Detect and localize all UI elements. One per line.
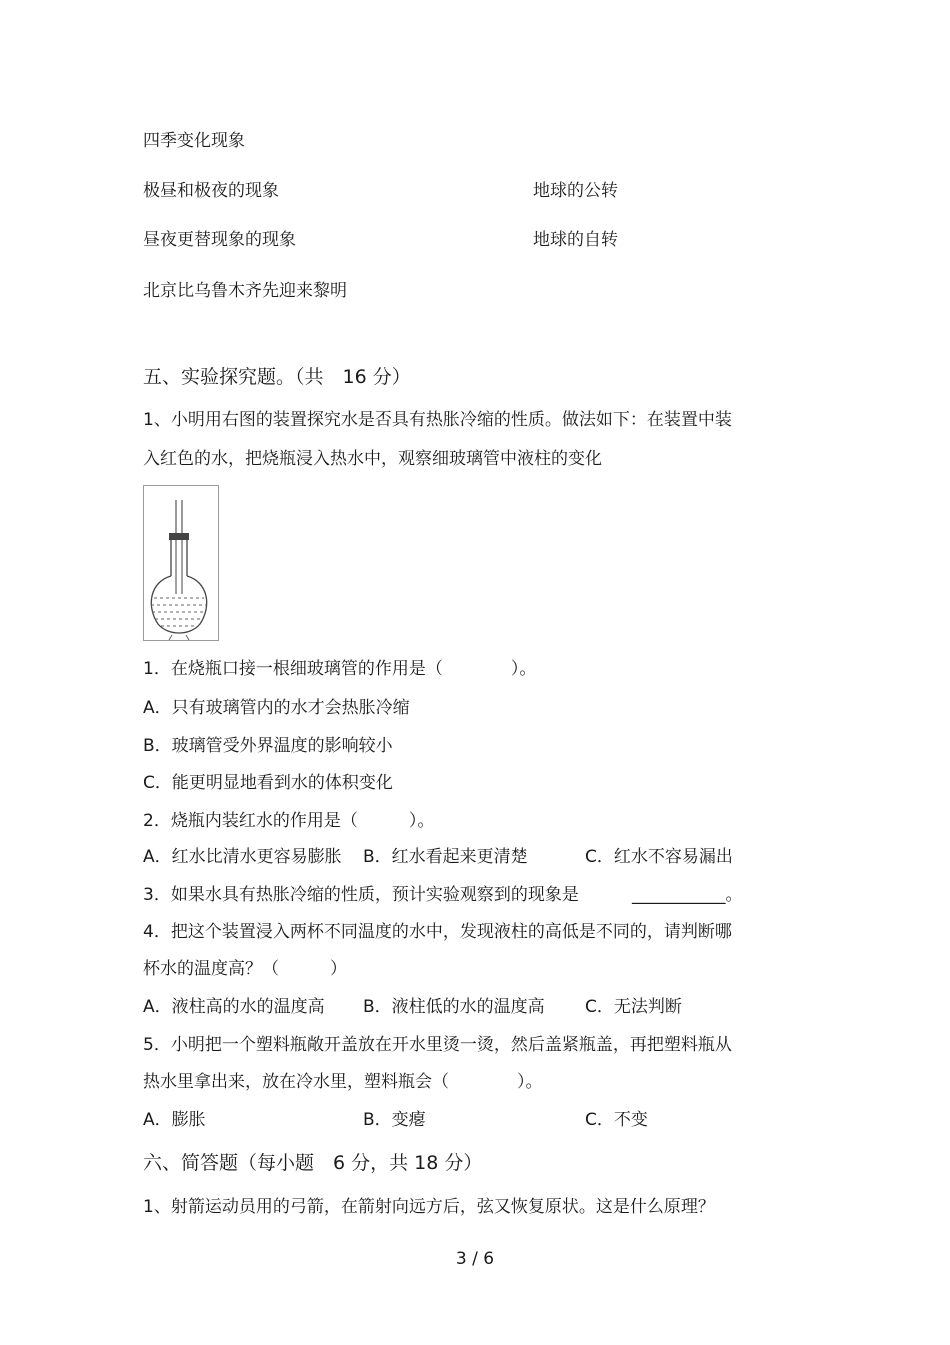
section6-q1: 1、射箭运动员用的弓箭，在箭射向远方后，弦又恢复原状。这是什么原理？ xyxy=(143,1197,715,1217)
page-number: 3 / 6 xyxy=(455,1249,495,1269)
matching-left-2: 极昼和极夜的现象 xyxy=(143,181,279,201)
q2-option-c: C．红水不容易漏出 xyxy=(585,847,733,867)
section5-intro-line1: 1、小明用右图的装置探究水是否具有热胀冷缩的性质。做法如下：在装置中装 xyxy=(143,410,732,430)
section5-intro-line2: 入红色的水，把烧瓶浸入热水中，观察细玻璃管中液柱的变化 xyxy=(143,449,602,469)
matching-left-1: 四季变化现象 xyxy=(143,131,245,151)
q3-answer-blank: ___________。 xyxy=(632,885,743,905)
q4-option-a: A．液柱高的水的温度高 xyxy=(143,997,325,1017)
q3-stem: 3．如果水具有热胀冷缩的性质，预计实验观察到的现象是 xyxy=(143,885,579,905)
matching-right-2: 地球的自转 xyxy=(533,230,618,250)
q4-stem-line1: 4．把这个装置浸入两杯不同温度的水中，发现液柱的高低是不同的，请判断哪 xyxy=(143,922,732,942)
flask-illustration xyxy=(144,486,218,640)
q4-option-c: C．无法判断 xyxy=(585,997,682,1017)
q1-option-c: C．能更明显地看到水的体积变化 xyxy=(143,773,393,793)
q1-option-b: B．玻璃管受外界温度的影响较小 xyxy=(143,736,393,756)
q1-option-a: A．只有玻璃管内的水才会热胀冷缩 xyxy=(143,698,410,718)
matching-left-4: 北京比乌鲁木齐先迎来黎明 xyxy=(143,281,347,301)
flask-apparatus-figure xyxy=(143,485,219,641)
q4-option-b: B．液柱低的水的温度高 xyxy=(363,997,545,1017)
section5-title: 五、实验探究题。（共 16 分） xyxy=(143,366,411,388)
q4-stem-line2: 杯水的温度高？（ ） xyxy=(143,959,347,979)
q2-stem: 2．烧瓶内装红水的作用是（ ）。 xyxy=(143,811,435,831)
matching-right-1: 地球的公转 xyxy=(533,181,618,201)
q5-stem-line1: 5．小明把一个塑料瓶敞开盖放在开水里烫一烫，然后盖紧瓶盖，再把塑料瓶从 xyxy=(143,1035,732,1055)
q5-option-a: A．膨胀 xyxy=(143,1110,206,1130)
q5-option-c: C．不变 xyxy=(585,1110,648,1130)
q1-stem: 1．在烧瓶口接一根细玻璃管的作用是（ ）。 xyxy=(143,659,537,679)
matching-left-3: 昼夜更替现象的现象 xyxy=(143,230,296,250)
section6-title: 六、简答题（每小题 6 分，共 18 分） xyxy=(143,1152,483,1174)
q2-option-a: A．红水比清水更容易膨胀 xyxy=(143,847,342,867)
q5-option-b: B．变瘪 xyxy=(363,1110,426,1130)
q2-option-b: B．红水看起来更清楚 xyxy=(363,847,528,867)
q5-stem-line2: 热水里拿出来，放在冷水里，塑料瓶会（ ）。 xyxy=(143,1072,543,1092)
